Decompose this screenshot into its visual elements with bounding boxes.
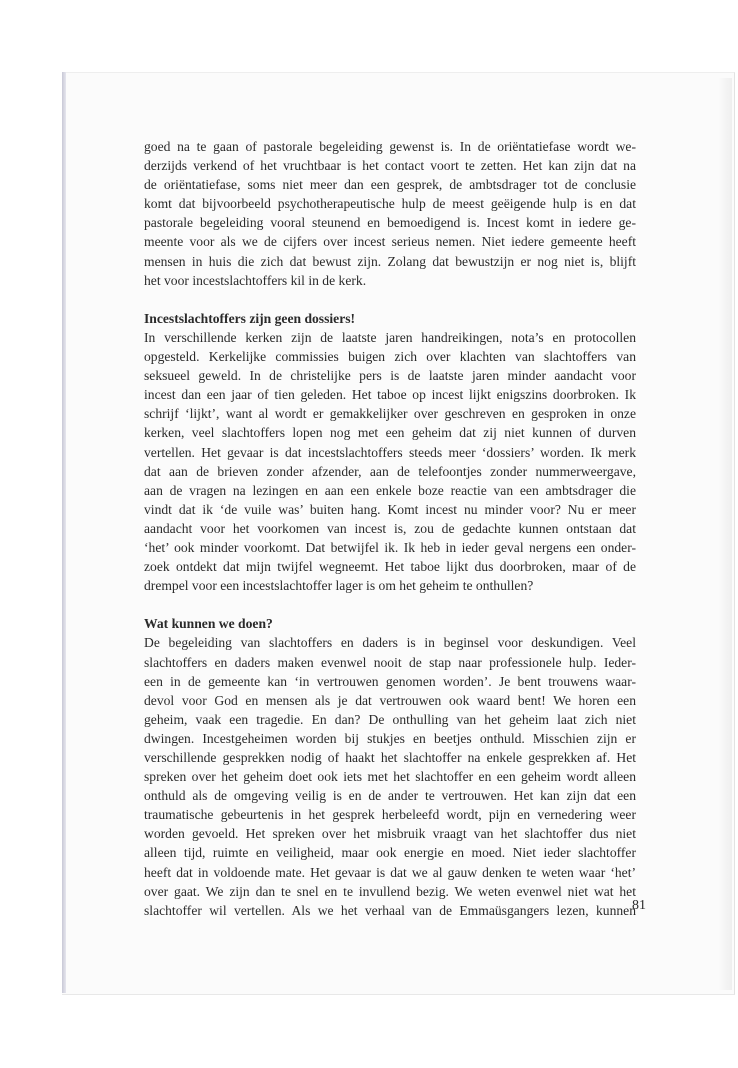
section-heading: Wat kunnen we doen? — [144, 616, 273, 632]
text-line: het voor incestslachtoffers kil in de kerk. — [144, 272, 367, 288]
text-line: devol voor God en mensen als je dat vertrouwen ook waard bent! We horen een — [144, 692, 636, 708]
section-heading: Incestslachtoffers zijn geen dossiers! — [144, 310, 356, 326]
text-line: dwingen. Incestgeheimen worden bij stukjes en beetjes onthuld. Misschien zijn er — [144, 730, 636, 746]
text-line: incest dan een jaar of tien geleden. Het taboe op incest lijkt enigszins doorbroken. Ik — [144, 387, 636, 403]
page-number: 81 — [632, 898, 646, 913]
text-line: seksueel geweld. In de christelijke pers is de laatste jaren minder aandacht voor — [144, 368, 636, 384]
text-line: dat aan de brieven zonder afzender, aan de telefoontjes zonder nummerweergave, — [144, 463, 636, 479]
text-line: onthuld als de omgeving veilig is en de ander te vertrouwen. Het kan zijn dat een — [144, 788, 636, 804]
body-text — [144, 137, 636, 920]
text-line: een in de gemeente kan ‘in vertrouwen genomen worden’. Je bent trouwens waar- — [144, 673, 636, 689]
text-line: geheim, vaak een tragedie. En dan? De onthulling van het geheim laat zich niet — [144, 711, 636, 727]
text-line: schrijf ‘lijkt’, want al wordt er gemakkelijker over geschreven en gesproken in onze — [144, 406, 636, 422]
text-line: de oriëntatiefase, soms niet meer dan een gesprek, de ambtsdrager tot de conclusie — [144, 177, 636, 193]
text-line: De begeleiding van slachtoffers en daders is in beginsel voor deskundigen. Veel — [144, 635, 636, 651]
text-line: heeft dat in voldoende mate. Het gevaar is dat we al gauw denken te weten waar ‘het’ — [144, 864, 636, 880]
text-line: worden gevoeld. Het spreken over het misbruik vraagt van het slachtoffer dus niet — [144, 826, 636, 842]
section-incestslachtoffers — [144, 309, 636, 595]
page-edge-shadow — [718, 78, 732, 990]
text-line: meente voor als we de cijfers over incest serieus nemen. Niet iedere gemeente heeft — [144, 234, 636, 250]
text-line: goed na te gaan of pastorale begeleiding gewenst is. In de oriëntatiefase wordt we- — [144, 139, 636, 154]
text-line: opgesteld. Kerkelijke commissies buigen zich over klachten van slachtoffers van — [144, 349, 636, 365]
text-line: ‘het’ ook minder voorkomt. Dat betwijfel ik. Ik heb in ieder geval nergens een onder- — [144, 539, 636, 555]
text-line: vindt dat ik ‘de vuile was’ buiten hang. Komt incest nu minder voor? Nu er meer — [144, 501, 636, 517]
text-line: slachtoffer wil vertellen. Als we het verhaal van de Emmaüsgangers lezen, kunnen — [144, 902, 636, 918]
section-wat-kunnen-we-doen — [144, 614, 636, 920]
paragraph-1 — [144, 137, 636, 290]
text-line: vertellen. Het gevaar is dat incestslachtoffers steeds meer ‘dossiers’ worden. Ik merk — [144, 444, 636, 460]
text-line: pastorale begeleiding vooral steunend en bemoedigend is. Incest komt in iedere ge- — [144, 215, 636, 231]
text-line: zoek ontdekt dat mijn twijfel wegneemt. Het taboe lijkt dus doorbroken, maar of de — [144, 559, 636, 575]
text-line: traumatische gebeurtenis in het gesprek herbeleefd wordt, pijn en vernedering weer — [144, 807, 636, 823]
page-binding-edge — [62, 72, 66, 993]
text-line: derzijds verkend of het vruchtbaar is het contact voort te zetten. Het kan zijn dat na — [144, 158, 636, 174]
text-line: In verschillende kerken zijn de laatste jaren handreikingen, nota’s en protocollen — [144, 329, 636, 345]
text-line: spreken over het geheim doet ook iets met het slachtoffer en een geheim wordt alleen — [144, 769, 636, 785]
text-line: aandacht voor het voorkomen van incest is, zou de gedachte kunnen ontstaan dat — [144, 520, 636, 536]
text-line: komt dat bijvoorbeeld psychotherapeutische hulp de meest geëigende hulp is en dat — [144, 196, 636, 212]
text-line: aan de vragen na lezingen en aan een enkele boze reactie van een ambtsdrager die — [144, 482, 636, 498]
text-line: verschillende gesprekken nodig of haakt het slachtoffer na enkele gesprekken af. Het — [144, 750, 636, 765]
text-line: over gaat. We zijn dan te snel en te invullend bezig. We weten evenwel niet wat het — [144, 883, 636, 899]
text-line: mensen in huis die zich dat bewust zijn. Zolang dat bewustzijn er nog niet is, blijft — [144, 253, 636, 269]
text-line: slachtoffers en daders maken evenwel nooit de stap naar professionele hulp. Ieder- — [144, 654, 636, 670]
text-line: drempel voor een incestslachtoffer lager is om het geheim te onthullen? — [144, 578, 534, 594]
text-line: kerken, veel slachtoffers lopen nog met een geheim dat zij niet kunnen of durven — [144, 425, 636, 441]
text-line: alleen tijd, ruimte en veiligheid, maar ook energie en moed. Niet ieder slachtoffer — [144, 845, 636, 861]
